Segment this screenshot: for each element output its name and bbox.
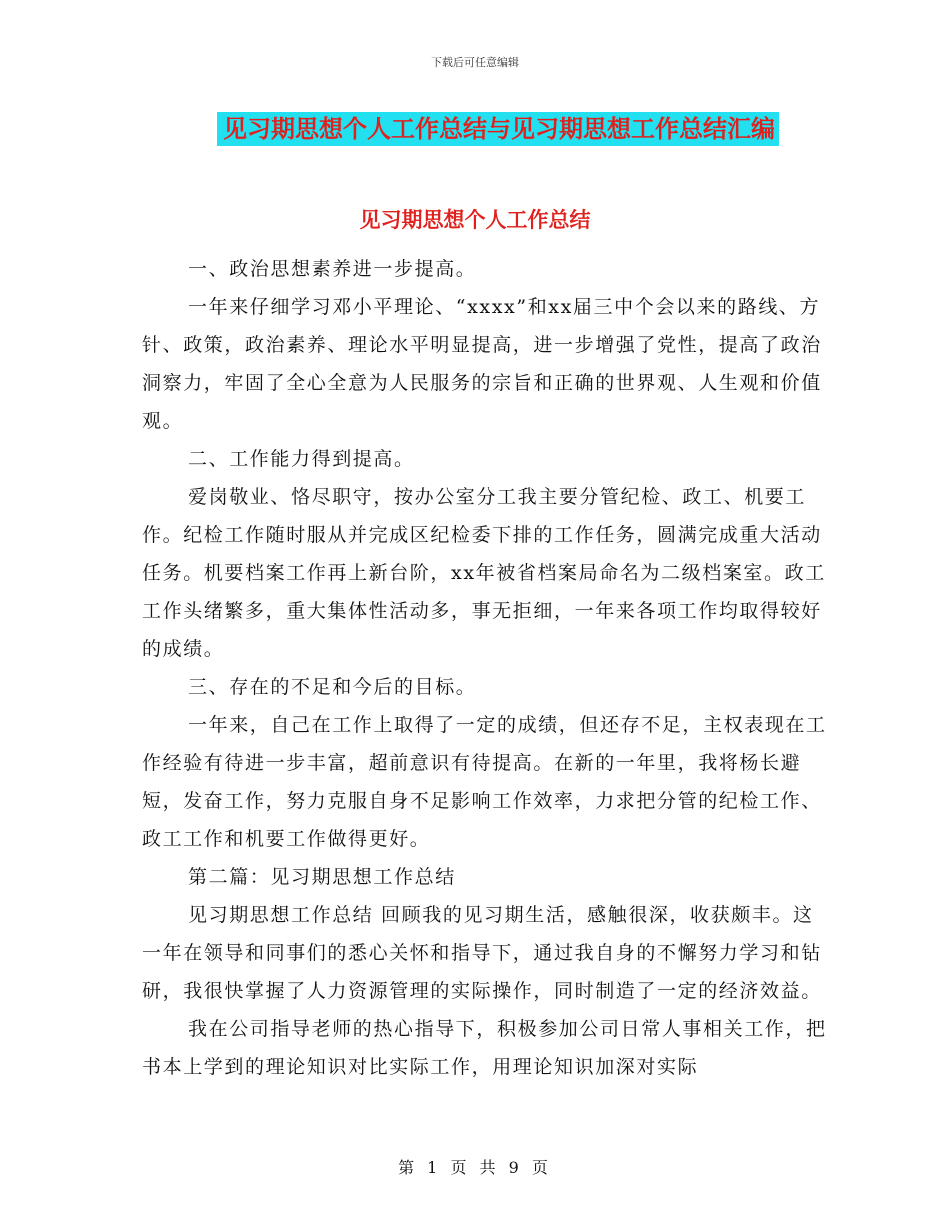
paragraph: 爱岗敬业、恪尽职守，按办公室分工我主要分管纪检、政工、机要工作。纪检工作随时服从并完成区纪检委下排的工作任务，圆满完成重大活动任务。机要档案工作再上新台阶，xx年被省档案局命名为二级档案室。政工工作头绪繁多，重大集体性活动多，事无拒细，一年来各项工作均取得较好的成绩。 (142, 486, 826, 660)
paragraph: 三、存在的不足和今后的目标。 (188, 676, 477, 698)
paragraph: 一、政治思想素养进一步提高。 (188, 258, 477, 280)
paragraph: 二、工作能力得到提高。 (188, 448, 415, 470)
page-footer: 第 1 页 共 9 页 (398, 1158, 552, 1177)
section-title: 见习期思想个人工作总结 (359, 208, 591, 232)
paragraph: 第二篇：见习期思想工作总结 (188, 866, 456, 888)
paragraph: 我在公司指导老师的热心指导下，积极参加公司日常人事相关工作，把书本上学到的理论知识对比实际工作，用理论知识加深对实际 (142, 1018, 827, 1078)
paragraph: 一年来，自己在工作上取得了一定的成绩，但还存不足，主权表现在工作经验有待进一步丰富，超前意识有待提高。在新的一年里，我将杨长避短，发奋工作，努力克服自身不足影响工作效率，力求把分管的纪检工作、政工工作和机要工作做得更好。 (142, 714, 827, 850)
document-body (142, 250, 832, 1086)
header-note: 下载后可任意编辑 (431, 56, 519, 69)
paragraph: 见习期思想工作总结 回顾我的见习期生活，感触很深，收获颇丰。这一年在领导和同事们的悉心关怀和指导下，通过我自身的不懈努力学习和钻研，我很快掌握了人力资源管理的实际操作，同时制造了一定的经济效益。 (142, 904, 822, 1002)
main-title: 见习期思想个人工作总结与见习期思想工作总结汇编 (217, 112, 779, 146)
main-title-container (0, 112, 950, 146)
paragraph: 一年来仔细学习邓小平理论、“xxxx”和xx届三中个会以来的路线、方针、政策，政治素养、理论水平明显提高，进一步增强了党性，提高了政治洞察力，牢固了全心全意为人民服务的宗旨和正确的世界观、人生观和价值观。 (142, 296, 822, 432)
